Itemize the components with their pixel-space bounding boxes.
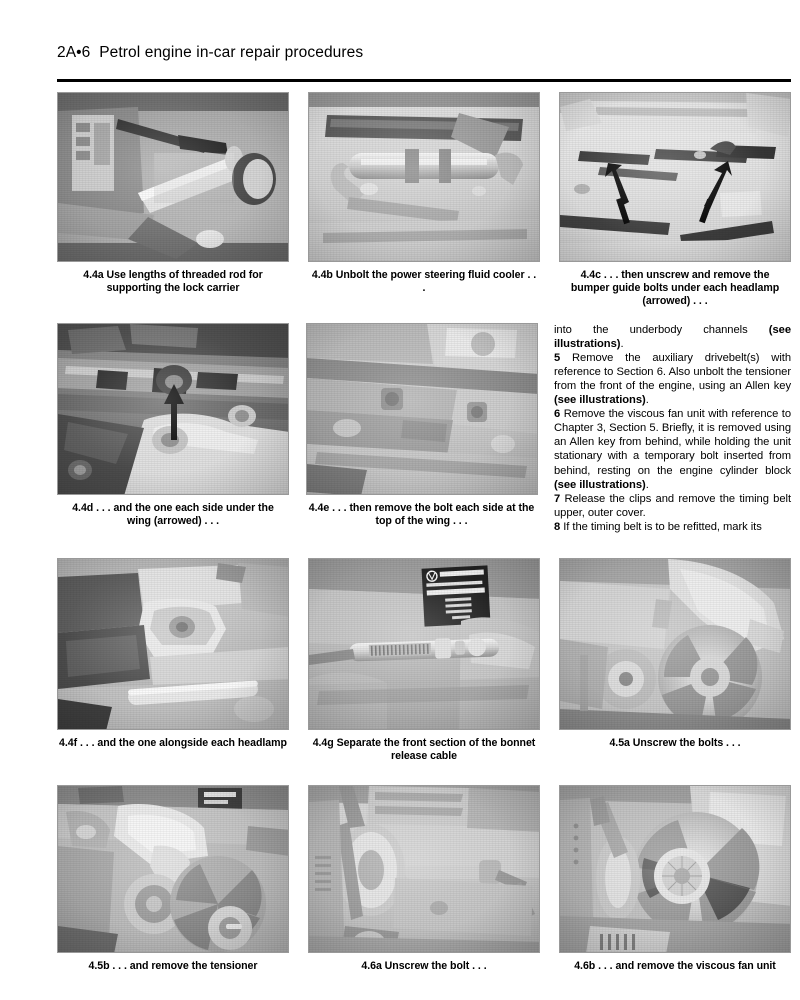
figure-cell-4-4e (306, 323, 538, 534)
paragraph-step-6: 6 Remove the viscous fan unit with reference to Chapter 3, Section 5. Briefly, it is removed using an Allen key from behind, while holding the unit stationary with a temporary bolt inserted from behind, resting on the engine cylinder block (see illustrations). (554, 408, 791, 491)
photo-vignette (560, 786, 790, 952)
figure-row-2 (57, 323, 791, 534)
photo-4-6b (559, 785, 791, 953)
body-text-column (554, 323, 791, 534)
step-number-6: 6 (554, 408, 561, 421)
body-text (554, 323, 791, 534)
photo-4-6a (308, 785, 540, 953)
figure-caption-4-4d: 4.4d . . . and the one each side under the wing (arrowed) . . . (72, 501, 274, 527)
page-title: Petrol engine in-car repair procedures (99, 44, 364, 61)
paragraph-step-7: 7 Release the clips and remove the timing belt upper, outer cover. (554, 492, 791, 519)
figure-caption-4-6b: 4.6b . . . and remove the viscous fan unit (574, 960, 776, 973)
figure-cell-4-6b (559, 785, 791, 973)
page-header (57, 44, 791, 62)
paragraph-continued: into the underbody channels (see illustrations). (554, 323, 791, 350)
chapter-reference: 2A•6 (57, 44, 91, 61)
paragraph-step-8: 8 If the timing belt is to be refitted, mark its (554, 520, 762, 533)
photo-4-4d (57, 323, 289, 495)
step-number-5: 5 (554, 351, 561, 364)
photo-vignette (560, 559, 790, 729)
step-number-7: 7 (554, 492, 561, 505)
figure-cell-4-4g (308, 558, 540, 763)
figure-cell-4-4f (57, 558, 289, 763)
header-divider (57, 79, 791, 82)
figure-row-4 (57, 785, 791, 973)
figure-cell-4-5a (559, 558, 791, 763)
photo-4-4b (308, 92, 540, 262)
photo-4-4c (559, 92, 791, 262)
photo-vignette (309, 93, 539, 261)
photo-vignette (309, 786, 539, 952)
photo-vignette (560, 93, 790, 261)
photo-4-5a (559, 558, 791, 730)
figure-row-1 (57, 92, 791, 309)
photo-4-4g (308, 558, 540, 730)
figure-caption-4-6a: 4.6a Unscrew the bolt . . . (361, 960, 487, 973)
photo-4-4e (306, 323, 538, 495)
photo-vignette (58, 324, 288, 494)
figure-cell-4-4d (57, 323, 289, 534)
photo-4-4f (57, 558, 289, 730)
figure-caption-4-4f: 4.4f . . . and the one alongside each headlamp (59, 737, 287, 750)
figure-caption-4-5a: 4.5a Unscrew the bolts . . . (609, 737, 741, 750)
figure-caption-4-4e: 4.4e . . . then remove the bolt each side at the top of the wing . . . (308, 501, 535, 527)
photo-4-4a (57, 92, 289, 262)
figure-cell-4-4a (57, 92, 289, 309)
step-number-8: 8 (554, 520, 561, 533)
figure-cell-4-4b (308, 92, 540, 309)
figure-caption-4-4a: 4.4a Use lengths of threaded rod for supporting the lock carrier (83, 269, 263, 295)
figure-caption-4-5b: 4.5b . . . and remove the tensioner (88, 960, 258, 973)
figure-cell-4-5b (57, 785, 289, 973)
photo-vignette (307, 324, 537, 494)
figure-cell-4-4c (559, 92, 791, 309)
figure-caption-4-4b: 4.4b Unbolt the power steering fluid cooler . . . (311, 269, 537, 295)
figure-grid (57, 92, 791, 974)
figure-cell-4-6a (308, 785, 540, 973)
photo-vignette (58, 559, 288, 729)
photo-vignette (58, 93, 288, 261)
photo-4-5b (57, 785, 289, 953)
figure-caption-4-4c: 4.4c . . . then unscrew and remove the bumper guide bolts under each headlamp (arrowed) . . . (570, 269, 780, 308)
photo-vignette (58, 786, 288, 952)
figure-caption-4-4g: 4.4g Separate the front section of the bonnet release cable (312, 737, 536, 763)
photo-vignette (309, 559, 539, 729)
paragraph-step-5: 5 Remove the auxiliary drivebelt(s) with reference to Section 6. Also unbolt the tensioner from the front of the engine, using an Allen key (see illustrations). (554, 351, 791, 407)
figure-row-3 (57, 558, 791, 763)
